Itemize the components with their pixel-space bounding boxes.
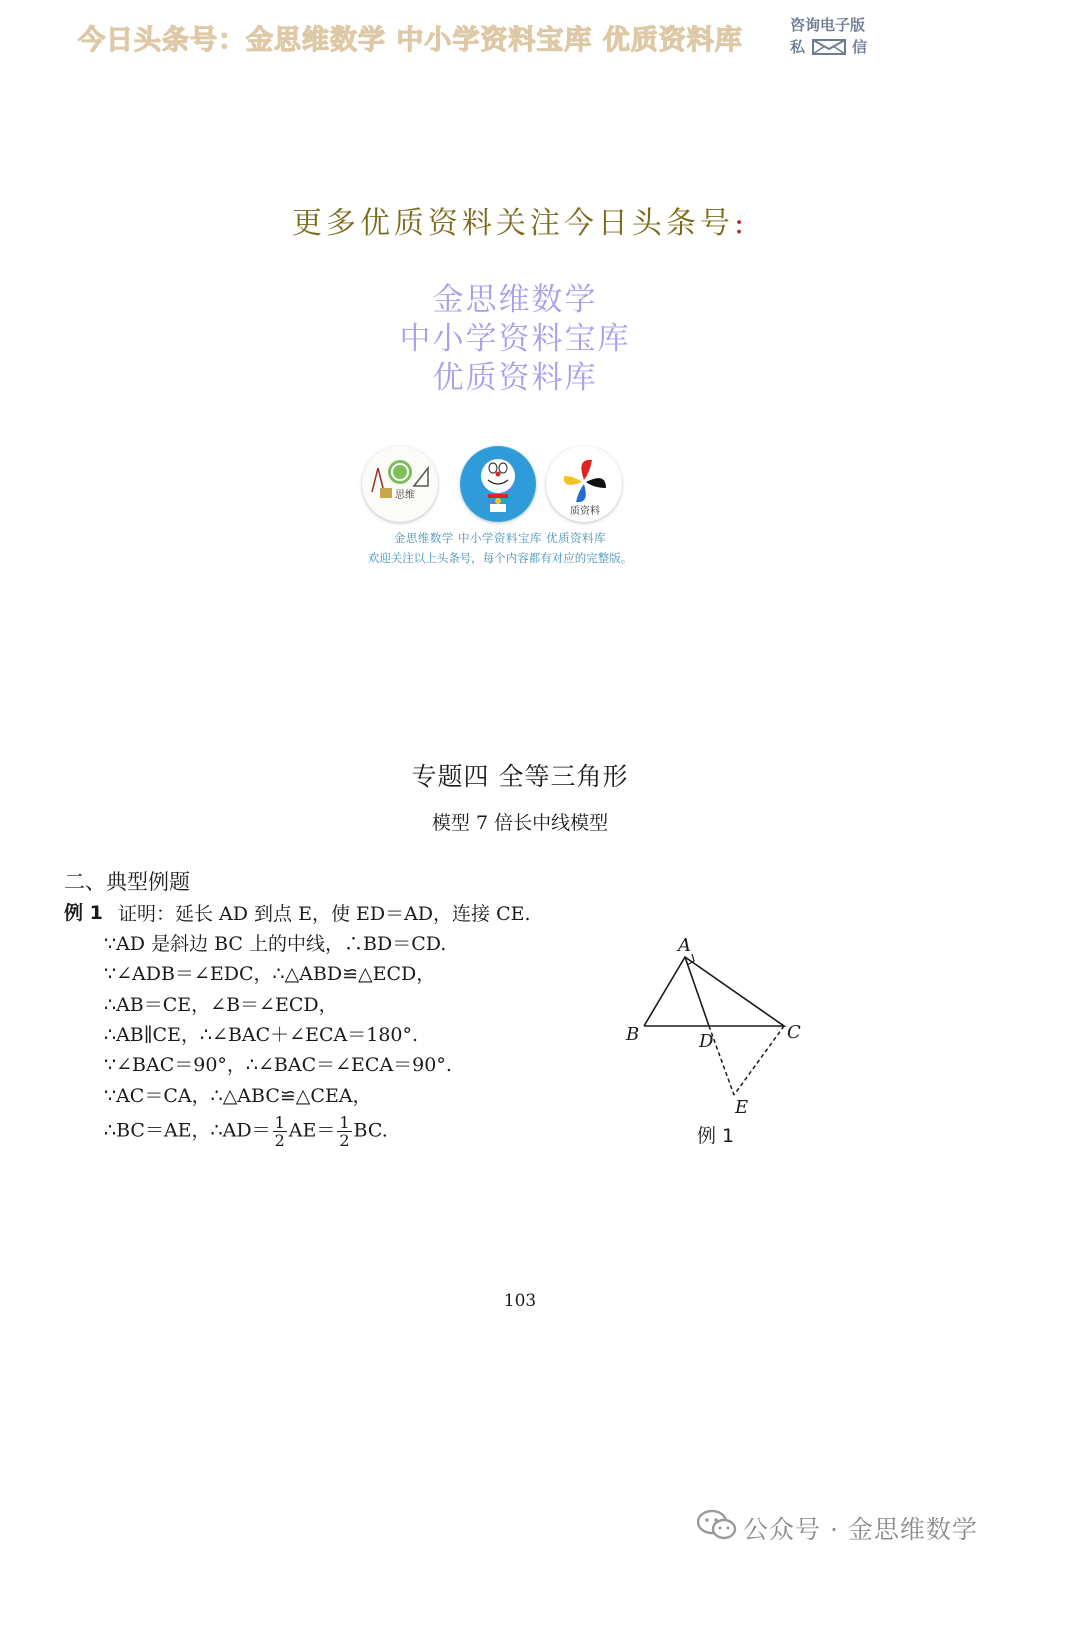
promo-heading-colon: : [733, 206, 749, 241]
proof-line-2: ∵AD 是斜边 BC 上的中线，∴BD＝CD. [104, 933, 447, 955]
fraction-2-numerator: 1 [339, 1113, 350, 1132]
proof-line-3: ∵∠ADB＝∠EDC，∴△ABD≌△ECD， [104, 963, 436, 985]
label-e: E [735, 1097, 749, 1115]
proof-line-6: ∵∠BAC＝90°，∴∠BAC＝∠ECA＝90°. [104, 1054, 452, 1076]
promo-heading-text: 更多优质资料关注今日头条号 [291, 206, 734, 241]
label-a: A [678, 935, 691, 956]
wechat-account-text: 公众号 · 金思维数学 [743, 1515, 978, 1544]
contact-private-message [790, 14, 874, 58]
page-number: 103 [503, 1291, 537, 1311]
fraction-2 [337, 1114, 351, 1149]
figure-caption: 例 1 [697, 1125, 735, 1147]
proof-line-4: ∴AB＝CE，∠B＝∠ECD， [104, 994, 338, 1016]
contact-top-text: 咨询电子版 [790, 16, 866, 34]
example-label: 例 1 [64, 902, 103, 924]
median-ad [685, 957, 709, 1026]
promo-account-3: 优质资料库 [432, 360, 598, 396]
wechat-watermark [697, 1508, 978, 1544]
banner-text: 今日头条号：金思维数学 中小学资料宝库 优质资料库 [78, 25, 743, 56]
logo-captions: 金思维数学 中小学资料宝库 优质资料库 [393, 531, 607, 545]
promo-account-1: 金思维数学 [432, 282, 598, 318]
triangle-figure [610, 930, 820, 1115]
envelope-icon [812, 39, 846, 55]
label-d: D [699, 1031, 714, 1052]
proof-line-5: ∴AB∥CE，∴∠BAC＋∠ECA＝180°. [104, 1024, 419, 1046]
doraemon-logo-icon [460, 446, 536, 522]
dashed-ce [734, 1026, 784, 1095]
logo-quality-materials [546, 446, 622, 522]
label-c: C [787, 1022, 801, 1043]
fraction-1 [273, 1114, 287, 1149]
fraction-1-denominator: 2 [274, 1131, 285, 1150]
promo-heading [0, 198, 1040, 242]
logo-doraemon-library [460, 446, 536, 522]
document-subtitle: 模型 7 倍长中线模型 [431, 812, 609, 834]
logo-jinsiwei-math [362, 446, 438, 522]
proof-line-1: 证明：延长 AD 到点 E，使 ED＝AD，连接 CE. [118, 903, 531, 925]
proof-line-7: ∵AC＝CA，∴△ABC≌△CEA， [104, 1085, 372, 1107]
proof-line-8-part-2: AE＝ [288, 1119, 336, 1142]
math-logo-icon [362, 446, 438, 522]
section-heading: 二、典型例题 [64, 870, 190, 894]
document-title: 专题四 全等三角形 [411, 762, 629, 791]
fraction-1-numerator: 1 [274, 1113, 285, 1132]
proof-line-8-part-1: ∴BC＝AE，∴AD＝ [104, 1119, 271, 1142]
logo-1-text: 思维 [395, 490, 415, 501]
fraction-2-denominator: 2 [339, 1131, 350, 1150]
promo-account-2: 中小学资料宝库 [399, 321, 631, 357]
contact-left-text: 私 [790, 38, 806, 56]
logo-3-text: 质资料 [570, 506, 600, 517]
wechat-icon [697, 1508, 737, 1542]
label-b: B [626, 1024, 640, 1045]
contact-right-text: 信 [852, 38, 868, 56]
proof-line-8-part-3: BC. [353, 1119, 388, 1142]
pinwheel-logo-icon [546, 446, 622, 522]
top-watermark-banner [78, 14, 878, 58]
triangle-abc [644, 957, 784, 1026]
proof-line-8 [104, 1114, 388, 1149]
logo-note: 欢迎关注以上头条号，每个内容都有对应的完整版。 [367, 551, 633, 565]
